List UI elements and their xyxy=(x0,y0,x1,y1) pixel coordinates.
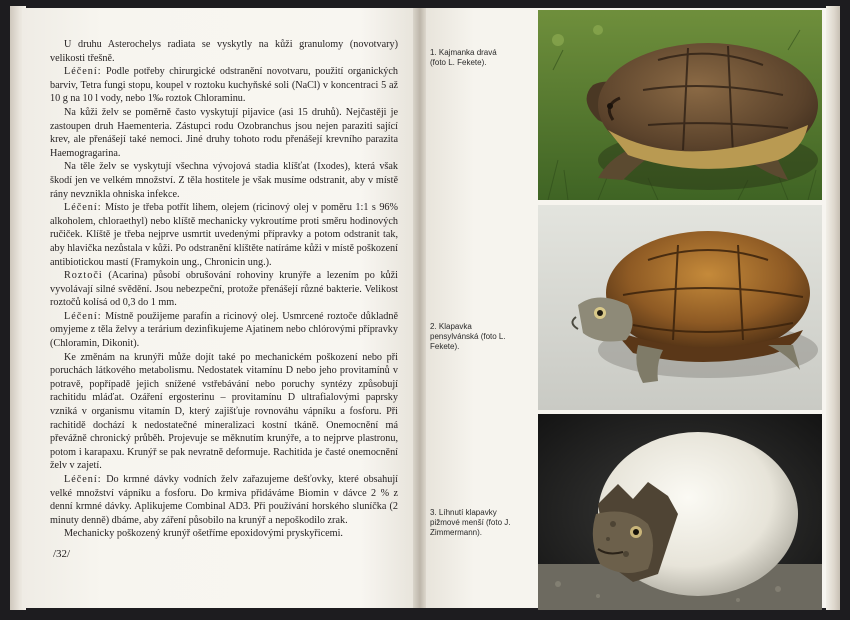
paragraph xyxy=(50,310,398,351)
paragraph xyxy=(50,65,398,106)
paragraph-text: (Acarina) působí obrušování rohoviny krunýře a lezením po kůži vyvolávají silné svědění. Jsou nebezpeční, protože přenášejí různé bakterie. Velikost roztočů kolísá od 0,3 do 1 mm. xyxy=(50,270,398,309)
paragraph-text: Podle potřeby chirurgické odstranění novotvaru, použití organických barviv, Tetra fungi stopu, koupel v roztoku kuchyňské soli (NaCl) v koncentraci 5 až 10 g na 10 l vody, nebo 1‰ roztok Chloraminu. xyxy=(50,66,398,105)
paragraph xyxy=(50,38,398,65)
photo-caption-3: 3. Líhnutí klapavky pižmové menší (foto J. Zimmermann). xyxy=(430,508,511,537)
paragraph-text: Ke změnám na krunýři může dojít také po mechanickém poškození nebo při poruchách látkového metabolismu. Nedostatek vitamínu D nebo jeho provitamínů v potravě, popřípadě jejich snížené vstřebávání nebo poruchy syntézy způsobují rachitidu mláďat. Ozáření ergosterinu – provitamínu D ultrafialovými paprsky vzniká v organismu vitamín D, který zajišťuje rovnováhu vápníku a fosforu. Při rachitidě dochází k nedostatečné mineralizaci kostní tkáně. Onemocnění má převážně chronický průběh. Projevuje se měknutím krunýře, a to nejprve plastronu, potom i karapaxu. Krunýř se pak nevratně deformuje. Rachitida je časté onemocnění želv v zajetí. xyxy=(50,351,398,472)
paragraph-lead: Léčení: xyxy=(64,474,102,485)
paragraph-text: Na kůži želv se poměrně často vyskytují pijavice (asi 15 druhů). Nejčastěji je zastoupen druh Haementeria. Zástupci rodu Ozobranchus jsou nejen paraziti sající krev, ale přenášejí také nemoci. Jiné druhy tohoto rodu přenášejí krevního parazita Haemogragarina. xyxy=(50,106,398,159)
hatching-turtle-photo xyxy=(538,414,822,610)
paragraph xyxy=(50,201,398,269)
paragraph-text: U druhu Asterochelys radiata se vyskytly na kůži granulomy (novotvary) velikosti třešně. xyxy=(50,39,398,64)
paragraph xyxy=(50,351,398,473)
book-gutter xyxy=(413,8,427,608)
paragraph-text: Do krmné dávky vodních želv zařazujeme dešťovky, které obsahují velké množství vápníku a fosforu. Do krmiva přidáváme Biomin v dávce 2 % z denní krmné dávky. Aplikujeme Combinal AD3. Při používání horského sluníčka (2 minuty denně) dbáme, aby záření působilo na krunýř a nepoškodilo zrak. xyxy=(50,474,399,526)
photo-caption-1: 1. Kajmanka dravá (foto L. Fekete). xyxy=(430,48,497,67)
right-page-edges xyxy=(826,6,840,610)
paragraph-text: Místně použijeme parafín a ricinový olej. Usmrcené roztoče důkladně omyjeme z těla želvy a terárium dezinfikujeme Ajatinem nebo chlórovými přípravky (Chloramin, Dikonit). xyxy=(50,310,398,350)
paragraph xyxy=(50,106,398,160)
photo-caption-2: 2. Klapavka pensylvánská (foto L. Fekete). xyxy=(430,322,506,351)
paragraph-lead: Roztoči xyxy=(64,270,103,282)
paragraph-text: Na těle želv se vyskytují všechna vývojová stadia klíšťat (Ixodes), která však škodí jen ve velkém množství. Z těla hostitele je však musíme odstranit, aby v místě rány nevznikla ohniska infekce. xyxy=(50,161,398,200)
paragraph-text: Místo je třeba potřít lihem, olejem (ricinový olej v poměru 1:1 s 96% alkoholem, chloraethyl) nebo klíště mechanicky vykroutíme proti směru hodinových ručiček. Klíště je třeba nejprve usmrtit uvedenými přípravky a potom odstranit tak, aby hlavička nezůstala v kůži. Po odstranění klíštěte natíráme kůži v místě poškození antibiotickou mastí (Framykoin ung., Chronicin ung.). xyxy=(50,202,399,268)
paragraph xyxy=(50,160,398,201)
paragraph-lead: Léčení: xyxy=(64,202,102,214)
paragraph xyxy=(50,527,398,541)
paragraph-text: Mechanicky poškozený krunýř ošetříme epoxidovými pryskyřicemi. xyxy=(64,528,343,540)
paragraph xyxy=(50,269,398,310)
page-number: /32/ xyxy=(53,548,71,560)
paragraph-lead: Léčení: xyxy=(64,310,102,322)
paragraph xyxy=(50,473,398,527)
mud-turtle-photo xyxy=(538,205,822,410)
snapping-turtle-photo xyxy=(538,10,822,200)
paragraph-lead: Léčení: xyxy=(64,66,102,78)
body-text xyxy=(50,38,398,541)
